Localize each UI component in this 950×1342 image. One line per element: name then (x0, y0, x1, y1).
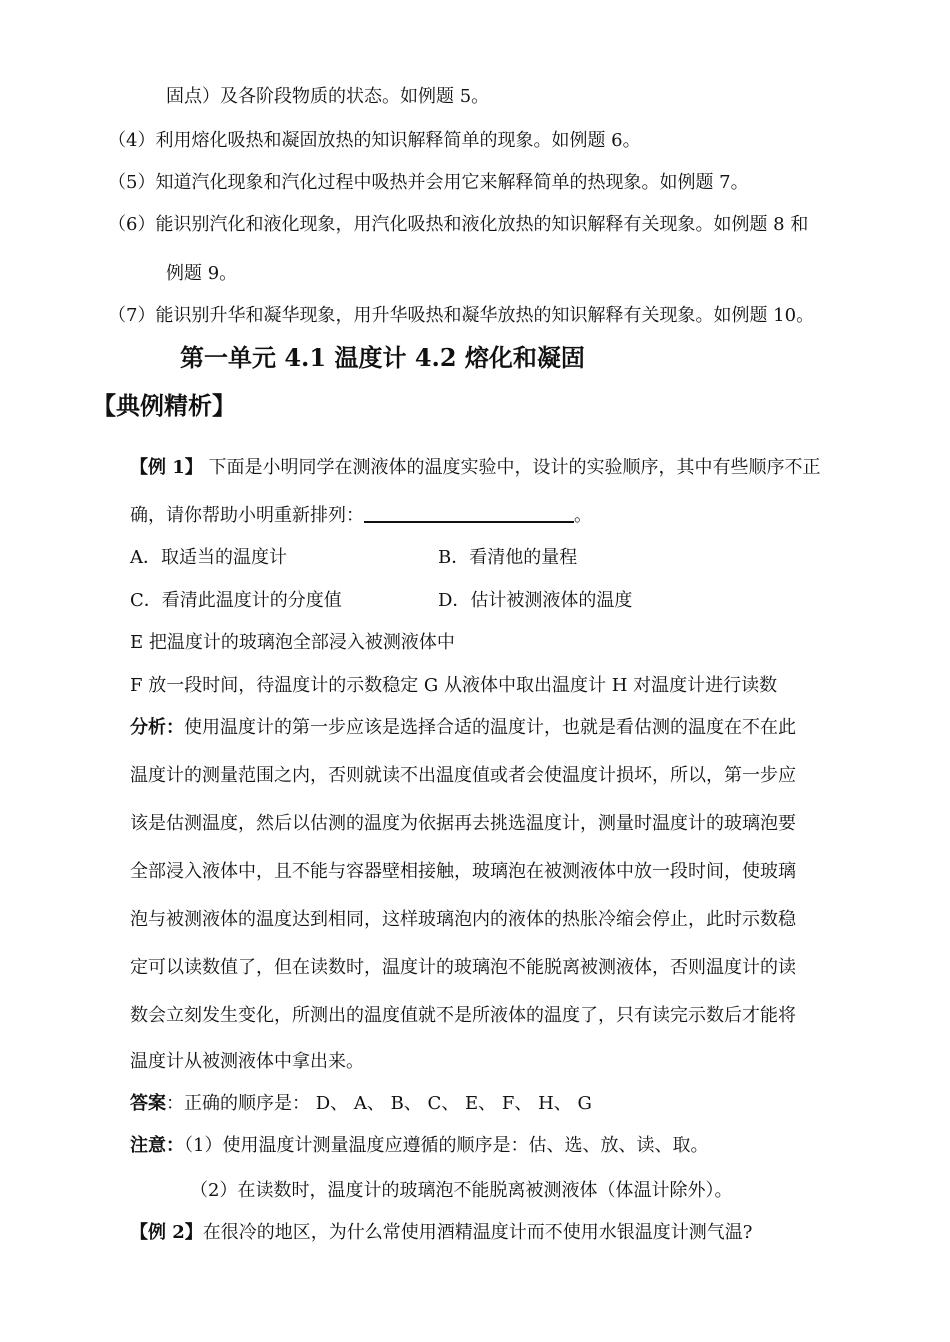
answer-blank (364, 503, 574, 523)
analysis-line-4: 全部浸入液体中，且不能与容器壁相接触，玻璃泡在被测液体中放一段时间，使玻璃 (130, 861, 796, 882)
option-a: A．取适当的温度计 (130, 547, 287, 568)
example-1-text-2: 确，请你帮助小明重新排列： (130, 505, 364, 526)
option-c: C．看清此温度计的分度值 (130, 590, 342, 611)
option-d: D．估计被测液体的温度 (438, 590, 633, 611)
analysis-line-1 (130, 715, 796, 741)
example-2 (130, 1220, 752, 1246)
example-2-label: 【例 2】 (130, 1222, 203, 1243)
option-b: B．看清他的量程 (438, 547, 578, 568)
answer-text: ：正确的顺序是： D、 A、 B、 C、 E、 F、 H、 G (166, 1093, 592, 1114)
unit-title: 第一单元 4.1 温度计 4.2 熔化和凝固 (180, 343, 585, 372)
note-line-2: （2）在读数时，温度计的玻璃泡不能脱离被测液体（体温计除外）。 (190, 1180, 733, 1201)
goal-3-continuation: 固点）及各阶段物质的状态。如例题 5。 (166, 86, 490, 107)
analysis-line-5: 泡与被测液体的温度达到相同，这样玻璃泡内的液体的热胀冷缩会停止，此时示数稳 (130, 909, 796, 930)
option-fgh: F 放一段时间，待温度计的示数稳定 G 从液体中取出温度计 H 对温度计进行读数 (130, 675, 778, 696)
analysis-line-2: 温度计的测量范围之内，否则就读不出温度值或者会使温度计损坏，所以，第一步应 (130, 765, 796, 786)
option-e: E 把温度计的玻璃泡全部浸入被测液体中 (130, 632, 455, 653)
answer-line (130, 1091, 592, 1117)
note-label: 注意： (130, 1135, 184, 1156)
goal-item-6: （6）能识别汽化和液化现象，用汽化吸热和液化放热的知识解释有关现象。如例题 8 和 (108, 214, 809, 235)
analysis-label: 分析： (130, 717, 184, 738)
goal-item-5: （5）知道汽化现象和汽化过程中吸热并会用它来解释简单的热现象。如例题 7。 (108, 172, 749, 193)
analysis-line-7: 数会立刻发生变化，所测出的温度值就不是所液体的温度了，只有读完示数后才能将 (130, 1005, 796, 1026)
example-1-label: 【例 1】 (130, 457, 203, 478)
analysis-line-8: 温度计从被测液体中拿出来。 (130, 1051, 364, 1072)
goal-item-4: （4）利用熔化吸热和凝固放热的知识解释简单的现象。如例题 6。 (108, 130, 641, 151)
example-1-text-2-end: 。 (574, 505, 592, 526)
goal-item-7: （7）能识别升华和凝华现象，用升华吸热和凝华放热的知识解释有关现象。如例题 10。 (108, 305, 815, 326)
example-1-text-1: 下面是小明同学在测液体的温度实验中，设计的实验顺序，其中有些顺序不正 (202, 457, 821, 478)
example-2-text: 在很冷的地区，为什么常使用酒精温度计而不使用水银温度计测气温? (202, 1222, 753, 1243)
analysis-line-6: 定可以读数值了，但在读数时，温度计的玻璃泡不能脱离被测液体，否则温度计的读 (130, 957, 796, 978)
analysis-text: 使用温度计的第一步应该是选择合适的温度计，也就是看估测的温度在不在此 (184, 717, 796, 738)
example-1-question-line-2 (130, 503, 592, 529)
example-1-question-line-1 (130, 455, 821, 481)
analysis-line-3: 该是估测温度，然后以估测的温度为依据再去挑选温度计，测量时温度计的玻璃泡要 (130, 813, 796, 834)
answer-label: 答案 (130, 1093, 166, 1114)
note-line-1 (130, 1133, 708, 1159)
goal-item-6-continuation: 例题 9。 (166, 263, 238, 284)
section-heading: 【典例精析】 (92, 391, 236, 420)
note-1: （1）使用温度计测量温度应遵循的顺序是：估、选、放、读、取。 (184, 1135, 709, 1156)
